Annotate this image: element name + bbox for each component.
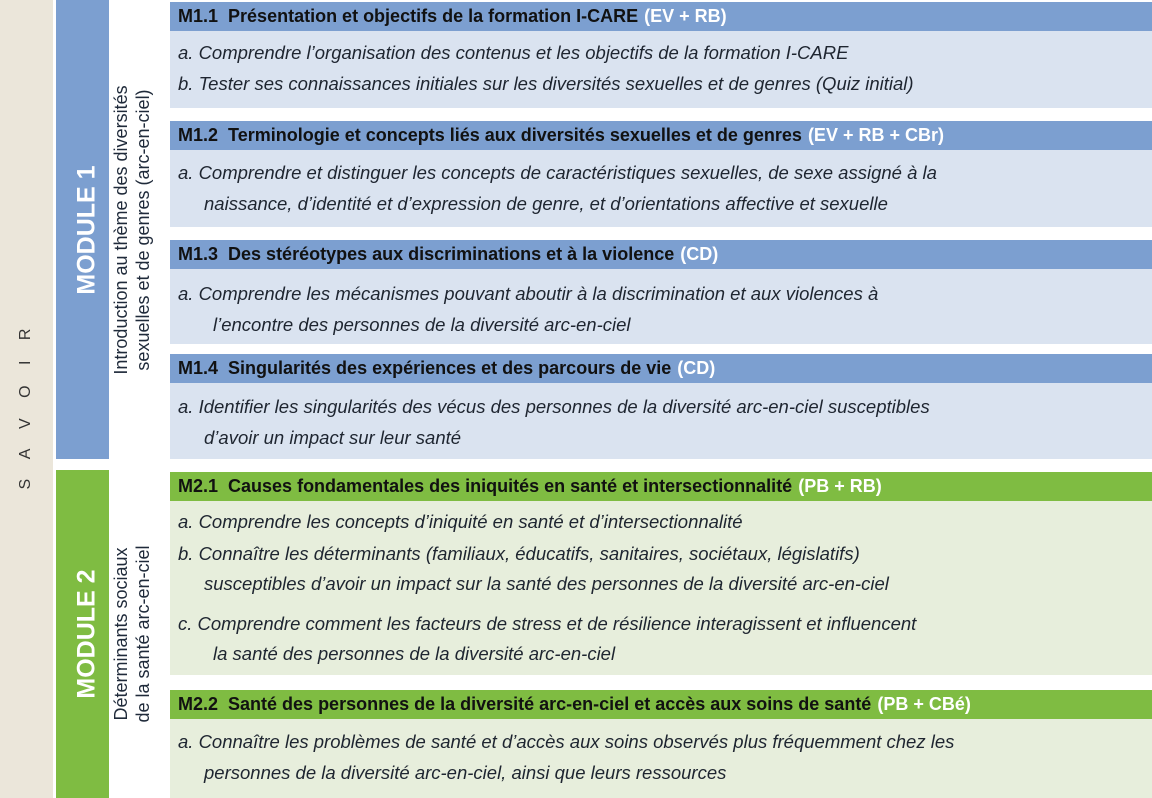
objective-line: l’encontre des personnes de la diversité arc-en-ciel <box>213 314 631 335</box>
objective-line: personnes de la diversité arc-en-ciel, ainsi que leurs ressources <box>204 762 727 783</box>
section-code: M1.4 <box>178 358 219 378</box>
module-2-subtitle-line2: de la santé arc-en-ciel <box>133 545 153 723</box>
objective-line: susceptibles d’avoir un impact sur la santé des personnes de la diversité arc-en-ciel <box>204 573 889 594</box>
objective-line: a. Comprendre les mécanismes pouvant aboutir à la discrimination et aux violences à <box>178 283 879 304</box>
module-1-subtitle-line1: Introduction au thème des diversités <box>111 85 131 375</box>
section-body <box>170 719 1152 798</box>
section-tag: (EV + RB) <box>644 6 727 26</box>
objective-line: la santé des personnes de la diversité arc-en-ciel <box>213 643 616 664</box>
section-body <box>170 31 1152 108</box>
section-title: Santé des personnes de la diversité arc-en-ciel et accès aux soins de santé <box>228 694 872 714</box>
section-body <box>170 269 1152 344</box>
section-tag: (CD) <box>680 244 719 264</box>
section-code: M2.2 <box>178 694 219 714</box>
objective-line: b. Tester ses connaissances initiales sur les diversités sexuelles et de genres (Quiz initial) <box>178 73 914 94</box>
module-2-subtitle <box>110 545 154 722</box>
section-body <box>170 150 1152 227</box>
objective-line: a. Comprendre les concepts d’iniquité en santé et d’intersectionnalité <box>178 511 743 532</box>
objective-line: d’avoir un impact sur leur santé <box>204 427 462 448</box>
section-code: M1.1 <box>178 6 219 26</box>
section-header <box>170 240 1152 269</box>
section-title: Causes fondamentales des iniquités en santé et intersectionnalité <box>228 476 793 496</box>
section-title: Des stéréotypes aux discriminations et à la violence <box>228 244 675 264</box>
section-title: Terminologie et concepts liés aux diversités sexuelles et de genres <box>228 125 802 145</box>
section-tag: (CD) <box>677 358 716 378</box>
section-code: M1.3 <box>178 244 219 264</box>
savoir-label: S A V O I R <box>17 320 34 490</box>
objective-line: a. Connaître les problèmes de santé et d’accès aux soins observés plus fréquemment chez les <box>178 731 955 752</box>
section-code: M1.2 <box>178 125 219 145</box>
module-1-subtitle-line2: sexuelles et de genres (arc-en-ciel) <box>133 89 153 371</box>
objective-line: c. Comprendre comment les facteurs de stress et de résilience interagissent et influencent <box>178 613 917 634</box>
section-title: Présentation et objectifs de la formation I-CARE <box>228 6 639 26</box>
module-1-title: MODULE 1 <box>72 165 101 295</box>
section-header <box>170 121 1152 150</box>
section-code: M2.1 <box>178 476 219 496</box>
section-body <box>170 383 1152 459</box>
module-2-subtitle-line1: Déterminants sociaux <box>111 547 131 721</box>
savoir-column <box>0 0 53 798</box>
objective-line: b. Connaître les déterminants (familiaux, éducatifs, sanitaires, sociétaux, législatifs) <box>178 543 860 564</box>
objective-line: a. Comprendre l’organisation des contenus et les objectifs de la formation I-CARE <box>178 42 849 63</box>
objective-line: a. Comprendre et distinguer les concepts de caractéristiques sexuelles, de sexe assigné à la <box>178 162 937 183</box>
section-header <box>170 472 1152 501</box>
section-body <box>170 501 1152 675</box>
module-2-title: MODULE 2 <box>72 569 101 699</box>
section-tag: (PB + RB) <box>798 476 882 496</box>
module-1-subtitle <box>110 85 154 374</box>
section-tag: (PB + CBé) <box>877 694 971 714</box>
objective-line: a. Identifier les singularités des vécus des personnes de la diversité arc-en-ciel susceptibles <box>178 396 930 417</box>
section-tag: (EV + RB + CBr) <box>807 125 944 145</box>
section-header <box>170 354 1152 383</box>
section-header <box>170 2 1152 31</box>
section-header <box>170 690 1152 719</box>
section-title: Singularités des expériences et des parcours de vie <box>228 358 672 378</box>
objective-line: naissance, d’identité et d’expression de genre, et d’orientations affective et sexuelle <box>204 193 888 214</box>
